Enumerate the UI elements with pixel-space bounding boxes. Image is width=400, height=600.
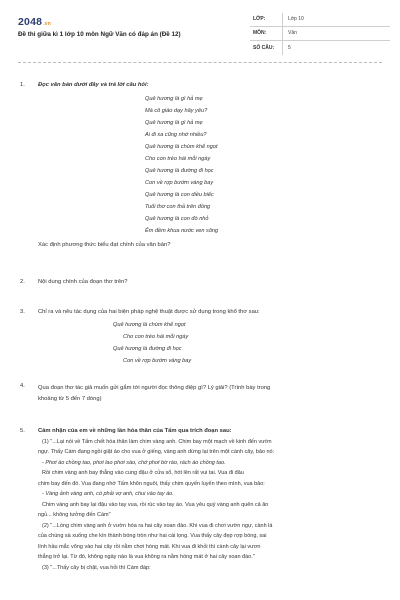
poem-line: Con về rợp bướm vàng bay xyxy=(123,357,192,364)
question-number: 3. xyxy=(20,309,25,315)
excerpt-line: Rồi chim vàng anh bay thẳng vào cung đậu ở cửa sổ, hót lên rất vui tai. Vua đi đâu xyxy=(42,470,244,477)
question-text: Nội dung chính của đoạn thơ trên? xyxy=(38,279,128,285)
question-number: 5. xyxy=(20,428,25,434)
poem-line: Quê hương là chùm khế ngọt xyxy=(145,143,218,150)
poem-line: Con về rợp bướm vàng bay xyxy=(145,179,214,186)
poem-line: Quê hương là chùm khế ngọt xyxy=(113,321,186,328)
excerpt-line: lính hầu mắc võng vào hai cây rồi nằm chơi hóng mát. Khi vua đi khỏi thì cành cây lại vươn xyxy=(38,543,261,550)
poem-line: Ai đi xa cũng nhớ nhiều? xyxy=(145,131,207,138)
poem-line: Cho con trèo hái mỗi ngày xyxy=(145,155,211,162)
poem-line: Mà cô giáo dạy hãy yêu? xyxy=(145,107,208,114)
poem-line: Cho con trèo hái mỗi ngày xyxy=(123,333,189,340)
question-body xyxy=(38,383,383,405)
excerpt-line: chim bay đến đó. Vua đang nhớ Tấm khôn nguôi, thấy chim quyến luyến theo mình, vua bảo: xyxy=(38,480,265,487)
poem-line: Quê hương là con diều biếc xyxy=(145,191,214,198)
question-number: 4. xyxy=(20,383,25,389)
meta-row-class xyxy=(250,13,390,27)
question-body xyxy=(38,428,383,573)
meta-table xyxy=(250,13,390,55)
excerpt-line: (2) "...Lòng chim vàng anh ở vườn hóa ra hai cây xoan đào. Khi vua đi chơi vườn ngự, cành lá xyxy=(42,522,273,529)
poem xyxy=(113,319,383,367)
excerpt-line: (3) "...Thấy cây bị chặt, vua hỏi thì Cám đáp: xyxy=(42,564,151,571)
poem-line: Êm đềm khua nước ven sông xyxy=(145,227,219,234)
excerpt-line: - Phơi áo chồng tao, phơi lao phơi sào, chớ phơi bờ rào, rách áo chồng tao. xyxy=(42,459,226,466)
poem-line: Quê hương là gì hả mẹ xyxy=(145,119,203,126)
excerpt-line: Chim vàng anh bay lại đậu vào tay vua, rồi rúc vào tay áo. Vua yêu quý vàng anh quên cả ăn xyxy=(42,501,269,508)
question-number: 1. xyxy=(20,82,25,88)
excerpt-line: của chúng sà xuống che kín thành bóng tròn như hai cái lọng. Vua thấy cây đẹp rợp bóng, sai xyxy=(38,533,267,540)
question-text-line: Qua đoạn thơ tác giả muốn gửi gắm tới người đọc thông điệp gì? Lý giải? (Trình bày trong xyxy=(38,385,271,391)
meta-key: SỐ CÂU: xyxy=(250,41,283,55)
meta-row-count xyxy=(250,41,390,55)
excerpt-line: ngự. Thấy Cám đang ngồi giặt áo cho vua ở giếng, vàng anh dừng lại trên một cành cây, bảo nó: xyxy=(38,449,275,456)
question-prompt: Cảm nhận của em về những lần hóa thân của Tấm qua trích đoạn sau: xyxy=(38,428,232,434)
poem-line: Quê hương là con đò nhỏ xyxy=(145,215,209,222)
excerpt-line: ngủ... không tưởng đến Cám" xyxy=(38,512,111,519)
question-body xyxy=(38,82,383,250)
question-text-line: khoảng từ 5 đến 7 dòng) xyxy=(38,396,102,402)
question-text: Chỉ ra và nêu tác dụng của hai biện pháp nghệ thuật được sử dụng trong khổ thơ sau: xyxy=(38,309,260,315)
meta-key: MÔN: xyxy=(250,27,283,40)
question-body xyxy=(38,309,383,367)
poem-line: Quê hương là đường đi học xyxy=(113,345,182,352)
excerpt-line: (1) "...Lại nói về Tấm chết hóa thân làm chim vàng anh. Chim bay một mạch về kinh đến vườn xyxy=(42,438,272,445)
document-header xyxy=(0,0,400,78)
meta-value: Văn xyxy=(288,30,297,37)
excerpt-line: - Vàng ảnh vàng anh, có phải vợ anh, chui vào tay áo. xyxy=(42,491,174,498)
meta-row-subject xyxy=(250,27,390,41)
question-prompt: Đọc văn bản dưới đây và trả lời câu hỏi: xyxy=(38,82,149,88)
site-logo[interactable]: 2048.vn xyxy=(18,16,51,28)
meta-value: Lớp 10 xyxy=(288,16,304,23)
meta-value: 5 xyxy=(288,44,291,51)
poem-line: Quê hương là gì hả mẹ xyxy=(145,95,203,102)
excerpt-line: thẳng trở lại. Từ đó, không ngày nào là vua không ra nằm hóng mát ở hai cây xoan đào." xyxy=(38,554,255,561)
excerpt xyxy=(38,437,383,574)
question-text: Xác định phương thức biểu đạt chính của văn bản? xyxy=(38,241,171,248)
poem-line: Tuổi thơ con thả trên đồng xyxy=(145,203,211,210)
poem-line: Quê hương là đường đi học xyxy=(145,167,214,174)
question-number: 2. xyxy=(20,279,25,285)
poem xyxy=(145,93,383,237)
header-divider xyxy=(18,62,382,63)
meta-key: LỚP: xyxy=(250,13,283,26)
document-title: Đề thi giữa kì 1 lớp 10 môn Ngữ Văn có đáp án (Đề 12) xyxy=(18,31,181,38)
